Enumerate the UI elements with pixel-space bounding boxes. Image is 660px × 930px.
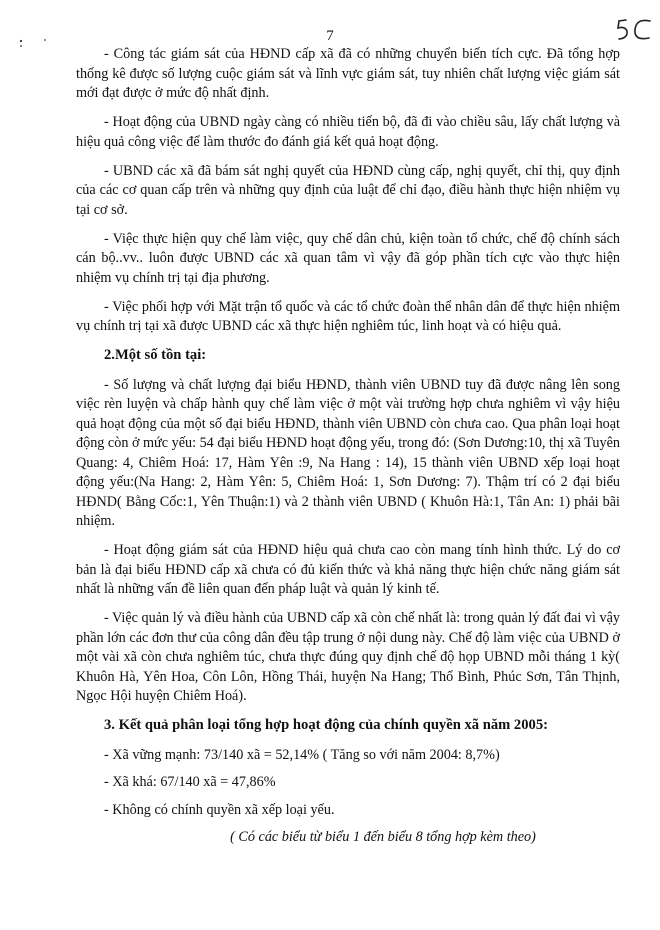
paragraph: - Hoạt động của UBND ngày càng có nhiều tiến bộ, đã đi vào chiều sâu, lấy chất lượng và hiệu quả công việc để làm thước đo đánh giá kết quả hoạt động. bbox=[76, 114, 620, 150]
paragraph: - Việc phối hợp với Mặt trận tổ quốc và các tổ chức đoàn thể nhân dân để thực hiện nhiệm vụ chính trị tại xã được UBND các xã thực hiện nghiêm túc, linh hoạt và có hiệu quả. bbox=[76, 298, 620, 334]
paragraph: - UBND các xã đã bám sát nghị quyết của HĐND cùng cấp, nghị quyết, chỉ thị, quy định của các cơ quan cấp trên và những quy định của luật để chỉ đạo, điều hành thực hiện nhiệm vụ tại cơ sở. bbox=[76, 162, 620, 218]
document-body bbox=[76, 45, 620, 848]
result-item: - Xã vững mạnh: 73/140 xã = 52,14% ( Tăng so với năm 2004: 8,7%) bbox=[104, 746, 500, 763]
section-heading: 3. Kết quả phân loại tổng hợp hoạt động của chính quyền xã năm 2005: bbox=[104, 717, 548, 733]
paragraph: - Việc thực hiện quy chế làm việc, quy chế dân chủ, kiện toàn tổ chức, chế độ chính sách cán bộ..vv.. luôn được UBND các xã quan tâm vì vậy đã góp phần tích cực vào thực hiện nhiệm vụ chính trị tại địa phương. bbox=[76, 230, 620, 286]
paragraph: - Việc quản lý và điều hành của UBND cấp xã còn chế nhất là: trong quản lý đất đai vì vậy phần lớn các đơn thư của công dân đều tập trung ở nội dung này. Chế độ làm việc của UBND ở một vài xã còn chưa nghiêm túc, chưa thực đúng quy định chế độ họp UBND mỗi tháng 1 kỳ( Khuôn Hà, Yên Hoa, Côn Lôn, Hồng Thái, huyện Na Hang; Thổ Bình, Phúc Sơn, Tân Thịnh, Ngọc Hội huyện Chiêm Hoá). bbox=[76, 610, 620, 704]
result-item: - Không có chính quyền xã xếp loại yếu. bbox=[104, 801, 335, 818]
paragraph: - Hoạt động giám sát của HĐND hiệu quả chưa cao còn mang tính hình thức. Lý do cơ bản là đại biểu HĐND cấp xã chưa có đủ kiến thức và khả năng thực hiện chức năng giám sát nhất là những vấn đề liên quan đến pháp luật và quản lý kinh tế. bbox=[76, 542, 620, 597]
attachment-note: ( Có các biểu từ biểu 1 đến biểu 8 tổng hợp kèm theo) bbox=[230, 829, 536, 845]
page-number: 7 bbox=[326, 28, 334, 44]
handwritten-page-mark bbox=[614, 14, 658, 44]
section-heading: 2.Một số tồn tại: bbox=[104, 347, 207, 363]
paragraph: - Công tác giám sát của HĐND cấp xã đã có những chuyển biến tích cực. Đã tổng hợp thống kê được số lượng cuộc giám sát và lĩnh vực giám sát, tuy nhiên chất lượng việc giám sát mới đạt được ở mức độ nhất định. bbox=[76, 46, 620, 101]
result-item: - Xã khá: 67/140 xã = 47,86% bbox=[104, 774, 276, 790]
paragraph: - Số lượng và chất lượng đại biểu HĐND, thành viên UBND tuy đã được nâng lên song việc rèn luyện và chấp hành quy chế làm việc ở một vài trường hợp chưa nghiêm vì vậy hiệu quả hoạt động của một số đại biểu HĐND, thành viên UBND còn chưa cao. Qua phân loại hoạt động còn ở mức yếu: 54 đại biểu HĐND hoạt động yếu, trong đó: (Sơn Dương:10, thị xã Tuyên Quang: 4, Chiêm Hoá: 17, Hàm Yên :9, Na Hang : 14), 15 thành viên UBND xếp loại hoạt động yếu:(Na Hang: 2, Hàm Yên: 5, Chiêm Hoá: 1, Sơn Dương: 7). Thậm trí có 2 đại biểu HĐND( Bằng Cốc:1, Yên Thuận:1) và 2 thành viên UBND ( Khuôn Hà:1, Tân An: 1) phải bãi nhiệm. bbox=[76, 376, 620, 529]
